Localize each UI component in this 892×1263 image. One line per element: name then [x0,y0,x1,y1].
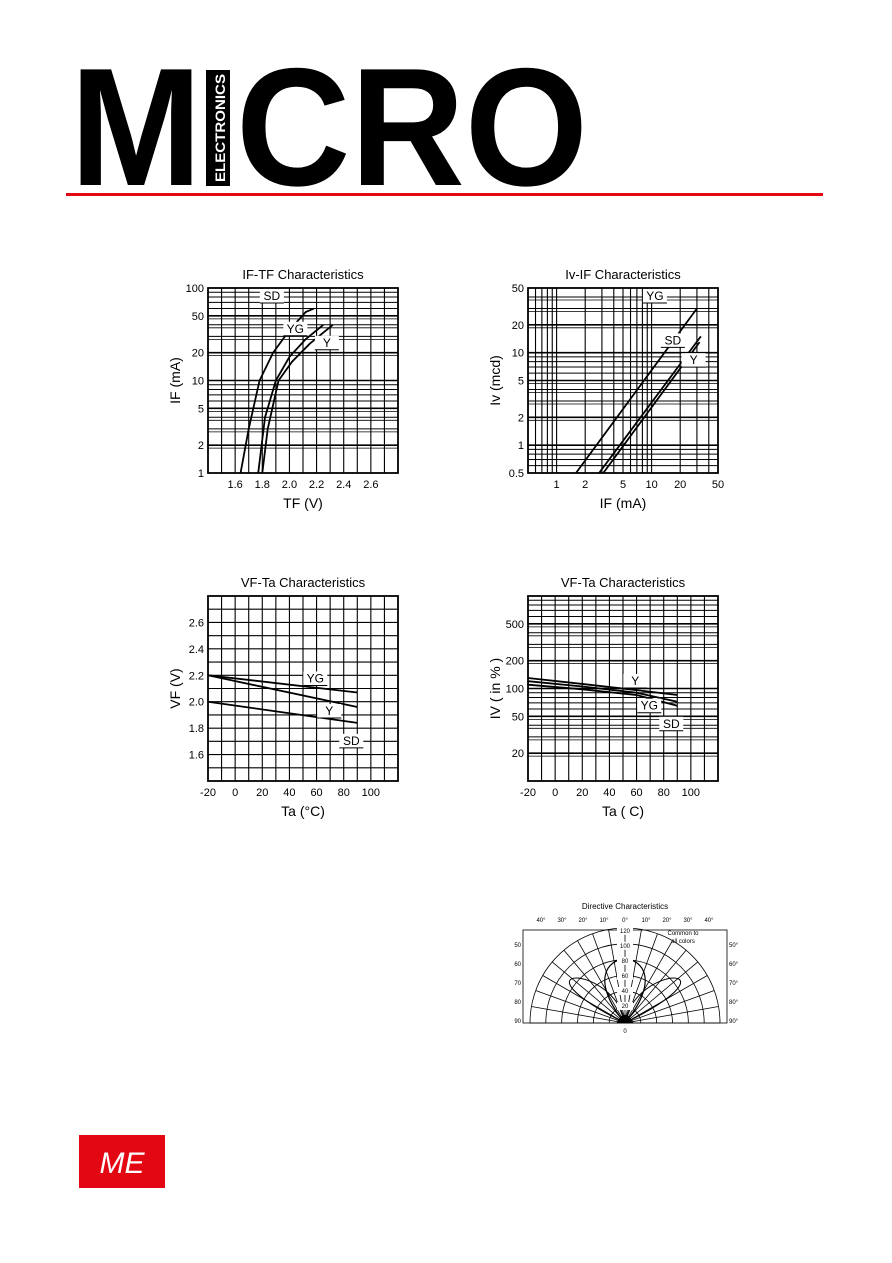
x-tick-label: 5 [619,479,627,491]
header-divider [66,193,823,196]
series-label-sd: SD [342,733,360,748]
y-axis-label: IF (mA) [167,357,183,404]
y-tick-label: 2.6 [188,617,204,630]
y-tick-label: 100 [185,283,204,295]
x-tick-label: 20 [674,479,687,491]
x-tick-label: 60 [630,787,643,799]
y-tick-label: 20 [511,748,524,761]
angle-label-right: 50° [729,943,739,949]
angle-label-left: 50 [514,943,521,949]
x-tick-label: 2.0 [281,479,298,491]
series-label-yg: YG [286,321,305,336]
y-tick-label: 2.2 [188,670,204,683]
x-tick-label: 0 [232,787,239,799]
y-axis-label: VF (V) [167,668,183,709]
y-tick-label: 200 [505,655,524,668]
x-tick-label: 80 [657,787,670,799]
x-axis-label: IF (mA) [599,495,647,511]
x-tick-label: 40 [603,787,616,799]
y-tick-label: 1 [197,468,204,480]
logo-letter-m: M [70,64,202,188]
y-tick-label: 50 [191,310,204,323]
y-tick-label: 0.5 [508,468,524,480]
x-tick-label: 40 [283,787,296,799]
x-tick-label: 100 [361,787,381,799]
x-tick-label: 2.6 [363,479,379,491]
angle-label-top: 40° [536,918,546,924]
x-tick-label: 2 [582,479,589,491]
y-tick-label: 50 [511,711,524,724]
angle-label-top: 20° [662,918,672,924]
x-tick-label: 2.2 [308,479,325,491]
y-tick-label: 2 [197,440,204,453]
x-tick-label: 10 [645,479,658,491]
series-label-yg: YG [640,698,658,713]
y-tick-label: 1 [517,440,524,453]
x-tick-label: 80 [337,787,350,799]
x-tick-label: 20 [576,787,589,799]
x-tick-label: -20 [200,787,216,799]
series-label-yg: YG [306,671,324,686]
x-tick-label: 1 [553,479,560,491]
y-tick-label: 2.4 [188,643,204,656]
annotation-text: all colors [671,939,695,945]
chart-iv-ta [480,570,740,830]
x-tick-label: 60 [310,787,323,799]
x-tick-label: 1.8 [254,479,270,491]
y-axis-label: IV ( in % ) [487,657,503,720]
radial-label: 120 [619,928,631,935]
angle-label-left: 80 [514,1000,521,1006]
x-tick-label: 0 [552,787,559,799]
chart-title: IF-TF Characteristics [242,267,364,282]
angle-label-right: 70° [729,981,739,987]
x-tick-label: 100 [681,787,701,799]
annotation-text: Common to [667,931,699,937]
radial-label: 40 [621,988,629,995]
y-tick-label: 1.8 [188,723,204,736]
series-line-yg [258,325,323,473]
y-tick-label: 1.6 [188,749,204,762]
y-tick-label: 500 [505,618,524,631]
chart-title: Iv-IF Characteristics [565,267,681,282]
chart-directive [500,895,750,1045]
series-line-yg [208,675,357,692]
me-logo-text: ME [99,1147,145,1180]
x-tick-label: 20 [256,787,269,799]
angle-label-top: 30° [557,918,567,924]
angle-label-left: 70 [514,981,521,987]
angle-label-right: 60° [729,962,739,968]
angle-label-top: 0° [622,918,628,924]
radial-label: 100 [619,943,631,950]
y-tick-label: 50 [511,283,524,295]
y-tick-label: 10 [191,375,204,388]
series-label-y: Y [631,674,640,689]
angle-label-right: 90° [729,1019,739,1025]
angle-label-top: 20° [578,918,588,924]
angle-label-top: 40° [704,918,714,924]
y-tick-label: 20 [511,319,524,332]
chart-title: Directive Characteristics [581,902,669,911]
chart-iv-if [480,262,740,522]
logo-letters-cro: CRO [236,64,588,188]
y-tick-label: 2.0 [188,696,204,709]
x-axis-label: Ta (°C) [281,803,325,819]
angle-label-top: 30° [683,918,693,924]
x-axis-label: TF (V) [283,495,323,511]
radial-label: 60 [621,973,629,980]
y-tick-label: 10 [511,347,524,360]
angle-label-left: 60 [514,962,521,968]
series-label-sd: SD [662,716,680,731]
y-tick-label: 5 [517,375,524,388]
chart-title: VF-Ta Characteristics [240,575,366,590]
y-tick-label: 20 [191,347,204,360]
series-label-y: Y [689,353,698,368]
x-tick-label: 2.4 [336,479,352,491]
y-tick-label: 5 [197,403,204,416]
chart-vf-ta [160,570,420,830]
series-label-y: Y [322,335,331,350]
angle-label-right: 80° [729,1000,739,1006]
y-axis-label: Iv (mcd) [487,355,503,406]
x-tick-label: 1.6 [227,479,243,491]
series-label-sd: SD [664,333,682,348]
radial-label: 20 [621,1003,629,1010]
angle-label-top: 10° [641,918,651,924]
series-label-y: Y [325,704,334,718]
chart-title: VF-Ta Characteristics [560,575,686,590]
chart-if-tf [160,262,420,522]
angle-label-left: 90 [514,1019,521,1025]
x-axis-label: Ta ( C) [602,803,644,819]
center-label: 0 [623,1029,627,1035]
me-logo [79,1135,165,1188]
radial-label: 80 [621,958,629,965]
x-tick-label: -20 [520,787,536,799]
series-group [576,309,701,473]
micro-electronics-logo [70,64,590,188]
angle-label-top: 10° [599,918,609,924]
grid [208,596,398,781]
y-tick-label: 2 [517,412,524,425]
logo-vertical-text: ELECTRONICS [212,81,228,182]
x-tick-label: 50 [711,479,725,491]
series-label-sd: SD [263,289,281,303]
series-label-yg: YG [646,289,664,303]
y-tick-label: 100 [505,683,524,696]
